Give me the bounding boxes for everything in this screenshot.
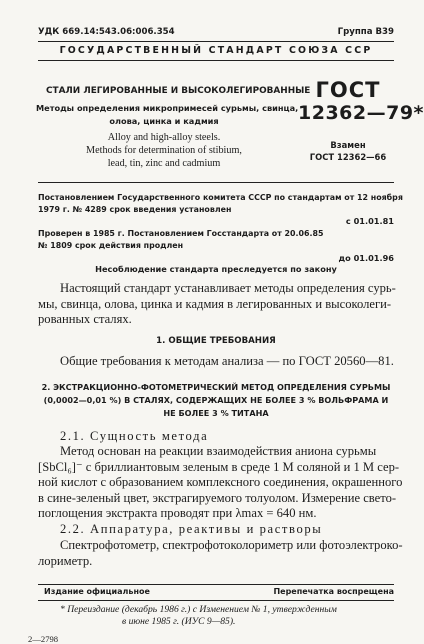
sub1-line3: ной кислот с образованием комплексного соединения, окрашенного [38, 475, 403, 490]
udk-code: УДК 669.14:543.06:006.354 [38, 27, 175, 37]
sub1-line4: в сине-зеленый цвет, экстрагируемого толуолом. Измерение свето- [38, 490, 397, 505]
intro-line2: мы, свинца, олова, цинка и кадмия в легированных и высоколеги- [38, 296, 392, 311]
ru-subtitle-line1: Методы определения микропримесей сурьмы, свинца, [36, 103, 299, 113]
state-standard-banner: ГОСУДАРСТВЕННЫЙ СТАНДАРТ СОЮЗА ССР [59, 45, 373, 56]
ru-subtitle-line2: олова, цинка и кадмия [109, 116, 219, 126]
replaces-value: ГОСТ 12362—66 [309, 152, 387, 162]
decree-line2: 1979 г. № 4289 срок введения установлен [38, 205, 232, 214]
header-rule-top [38, 41, 394, 42]
replaces-label: Взамен [330, 140, 366, 150]
official-edition: Издание официальное [44, 587, 150, 596]
page-mark: 2—2798 [28, 634, 59, 644]
subsection-2-2-body [38, 538, 403, 569]
intro-line1: Настоящий стандарт устанавливает методы определения сурь- [60, 281, 396, 295]
section2-heading-line3: НЕ БОЛЕЕ 3 % ТИТАНА [163, 408, 269, 418]
decree-line4: № 1809 срок действия продлен [38, 241, 184, 250]
subsection-2-1-body [38, 444, 403, 522]
sub1-line2: [SbCl₆]⁻ с бриллиантовым зеленым в среде 1 М соляной и 1 М сер- [38, 459, 400, 474]
reissue-note-line2: в июне 1985 г. (ИУС 9—85). [122, 616, 236, 627]
reissue-note-line1: * Переиздание (декабрь 1986 г.) с Изменением № 1, утвержденным [60, 604, 337, 615]
header-rule-bottom [38, 60, 394, 61]
group-code: Группа В39 [337, 27, 394, 37]
en-title-line2: Methods for determination of stibium, [86, 145, 242, 156]
decree-date-from: с 01.01.81 [345, 216, 394, 226]
subsection-2-2-heading: 2.2. Аппаратура, реактивы и растворы [60, 522, 323, 536]
decree-date-to: до 01.01.96 [338, 253, 394, 263]
title-rule [38, 182, 394, 183]
sub2-line1: Спектрофотометр, спектрофотоколориметр или фотоэлектроко- [60, 538, 403, 552]
section2-heading-line1: 2. ЭКСТРАКЦИОННО-ФОТОМЕТРИЧЕСКИЙ МЕТОД ОПРЕДЕЛЕНИЯ СУРЬМЫ [41, 382, 391, 392]
section1-heading: 1. ОБЩИЕ ТРЕБОВАНИЯ [156, 336, 276, 346]
reprint-prohibited: Перепечатка воспрещена [273, 587, 394, 596]
intro-line3: рованных сталях. [38, 312, 132, 327]
penalty-notice: Несоблюдение стандарта преследуется по закону [95, 264, 337, 274]
section1-text: Общие требования к методам анализа — по ГОСТ 20560—81. [60, 354, 394, 368]
decree-line3: Проверен в 1985 г. Постановлением Госстандарта от 20.06.85 [38, 229, 324, 238]
sub1-line5: поглощения экстракта проводят при λmax = 640 нм. [38, 506, 317, 521]
ru-title: СТАЛИ ЛЕГИРОВАННЫЕ И ВЫСОКОЛЕГИРОВАННЫЕ [46, 86, 311, 96]
gost-number: 12362—79* [298, 102, 424, 124]
gost-label: ГОСТ [315, 78, 381, 102]
en-title-line1: Alloy and high-alloy steels. [107, 132, 221, 143]
section2-heading-line2: (0,0002—0,01 %) В СТАЛЯХ, СОДЕРЖАЩИХ НЕ БОЛЕЕ 3 % ВОЛЬФРАМА И [43, 395, 389, 405]
sub2-line2: лориметр. [38, 553, 93, 568]
subsection-2-1-heading: 2.1. Сущность метода [60, 429, 209, 443]
en-title-line3: lead, tin, zinc and cadmium [107, 158, 221, 169]
decree-line1: Постановлением Государственного комитета СССР по стандартам от 12 ноября [38, 193, 403, 202]
footer-rule-bottom [38, 600, 394, 601]
intro-paragraph [38, 281, 398, 328]
footer-rule-top [38, 584, 394, 585]
sub1-line1: Метод основан на реакции взаимодействия аниона сурьмы [60, 444, 377, 458]
